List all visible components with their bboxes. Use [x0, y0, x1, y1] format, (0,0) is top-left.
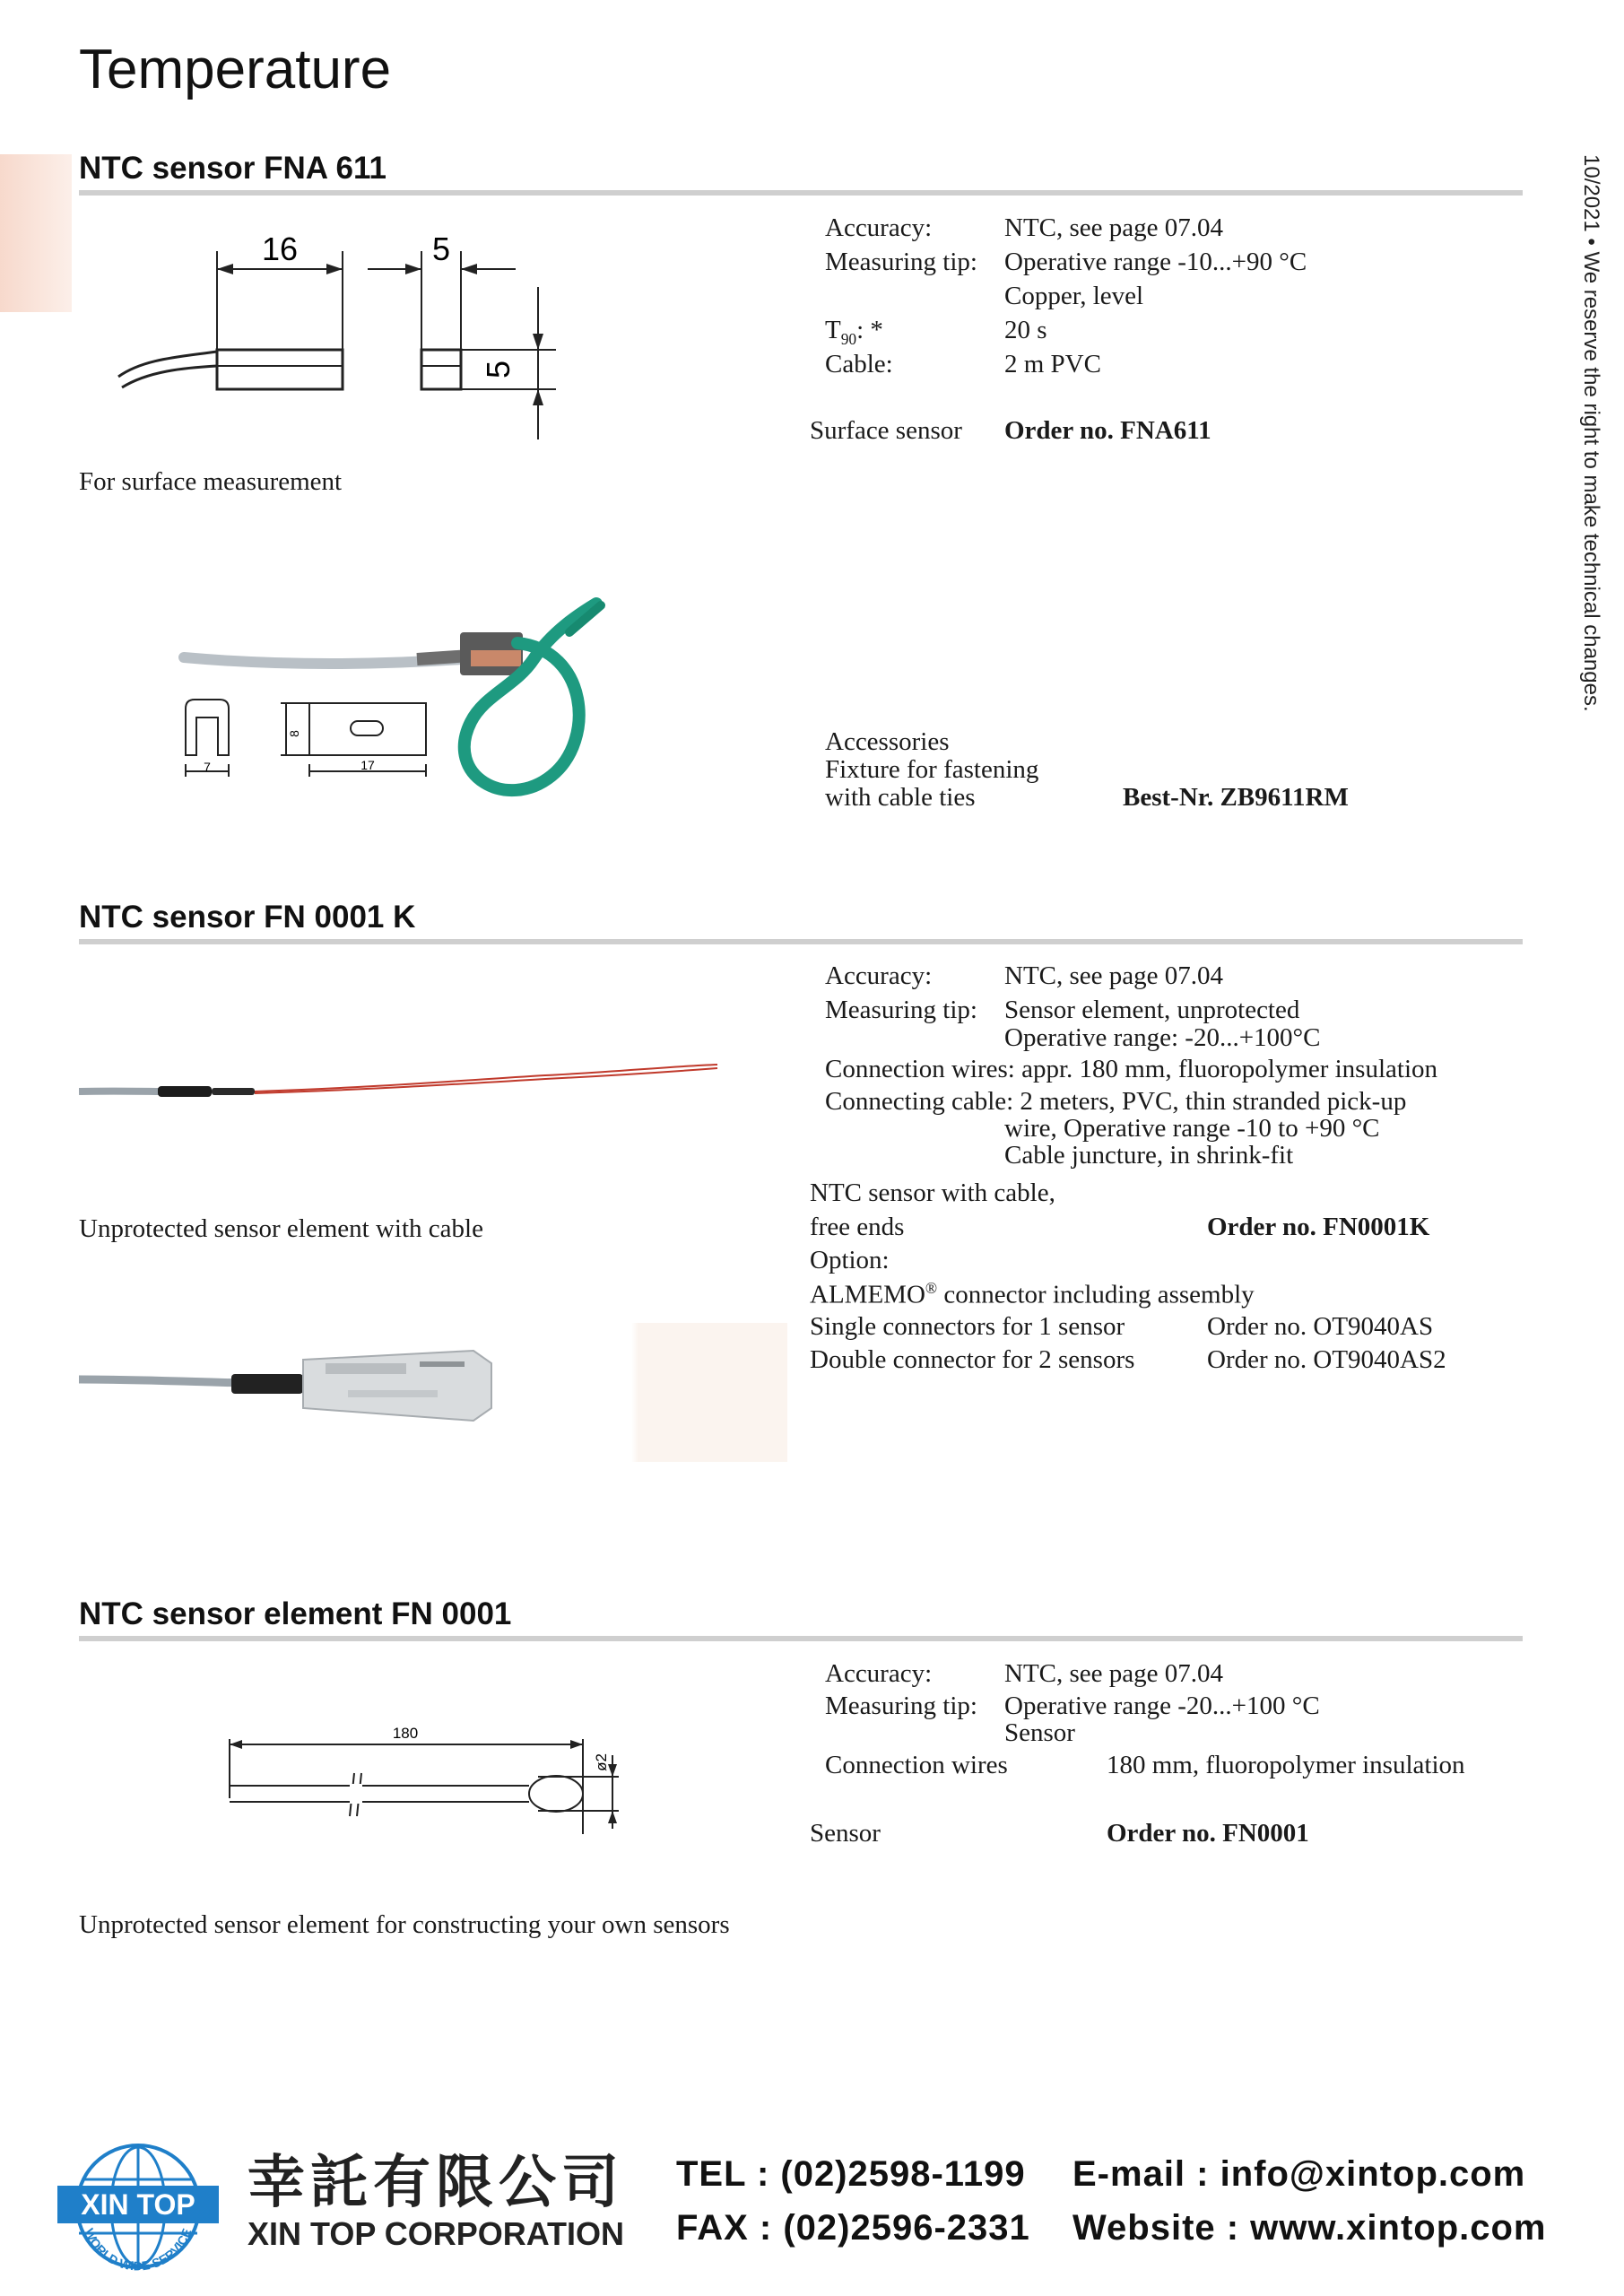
contact-website[interactable]: Website : www.xintop.com — [1073, 2208, 1547, 2248]
page-title: Temperature — [79, 39, 392, 100]
s2-cable-1: Connecting cable: 2 meters, PVC, thin stranded pick-up — [825, 1087, 1407, 1116]
fixture-dim-length: 17 — [360, 758, 375, 772]
side-note: 10/2021 • We reserve the right to make technical changes. — [1579, 154, 1603, 712]
connector-photo — [79, 1327, 617, 1462]
company-name-en: XIN TOP CORPORATION — [248, 2215, 625, 2252]
contact-tel: TEL : (02)2598-1199 — [676, 2154, 1026, 2194]
s3-wires-value: 180 mm, fluoropolymer insulation — [1107, 1751, 1465, 1779]
company-logo — [57, 2139, 219, 2274]
s1-order-value: Order no. FNA611 — [1004, 416, 1211, 445]
s1-t90-value: 20 s — [1004, 316, 1047, 344]
fna611-dim-width: 5 — [431, 230, 451, 267]
s2-accuracy-label: Accuracy: — [825, 961, 933, 990]
s1-cable-label: Cable: — [825, 350, 893, 378]
section1-title: NTC sensor FNA 611 — [79, 151, 386, 186]
section3-title: NTC sensor element FN 0001 — [79, 1596, 512, 1631]
s3-order-value: Order no. FN0001 — [1107, 1819, 1309, 1848]
s2-accuracy-value: NTC, see page 07.04 — [1004, 961, 1224, 990]
s1-tip-value-2: Copper, level — [1004, 282, 1144, 310]
s3-order-label: Sensor — [810, 1819, 881, 1848]
s1-accuracy-label: Accuracy: — [825, 213, 933, 242]
s2-wires: Connection wires: appr. 180 mm, fluoropolymer insulation — [825, 1055, 1438, 1083]
section2-caption: Unprotected sensor element with cable — [79, 1214, 483, 1243]
s1-t90-label: $T_{90}$: * — [825, 316, 883, 348]
contact-fax: FAX : (02)2596-2331 — [676, 2208, 1030, 2248]
s2-tip-value-1: Sensor element, unprotected — [1004, 996, 1300, 1024]
s2-tip-label: Measuring tip: — [825, 996, 977, 1024]
fna611-dim-length: 16 — [261, 230, 299, 267]
s3-wires-label: Connection wires — [825, 1751, 1008, 1779]
s2-order-line1: NTC sensor with cable, — [810, 1178, 1055, 1207]
fn0001-dim-dia: ø2 — [593, 1753, 610, 1771]
s2-almemo-line: ALMEMO® connector including assembly — [810, 1279, 1255, 1309]
section1-caption: For surface measurement — [79, 467, 343, 496]
s2-option-label: Option: — [810, 1246, 890, 1274]
s2-single-label: Single connectors for 1 sensor — [810, 1312, 1125, 1341]
sensor-cable-photo — [79, 1054, 734, 1108]
s1-cable-value: 2 m PVC — [1004, 350, 1101, 378]
s3-tip-value-1: Operative range -20...+100 °C — [1004, 1692, 1320, 1720]
s2-double-order: Order no. OT9040AS2 — [1207, 1345, 1446, 1374]
s2-order-line2: free ends — [810, 1213, 905, 1241]
s1-accuracy-value: NTC, see page 07.04 — [1004, 213, 1224, 242]
section1-rule — [79, 190, 1523, 196]
section2-rule — [79, 939, 1523, 944]
s3-tip-label: Measuring tip: — [825, 1692, 977, 1720]
fixture-dim-height: 8 — [287, 730, 301, 737]
s2-tip-value-2: Operative range: -20...+100°C — [1004, 1023, 1321, 1052]
fna611-dimension-drawing — [108, 224, 574, 448]
s1-tip-value-1: Operative range -10...+90 °C — [1004, 248, 1307, 276]
logo-wordmark: XIN TOP — [81, 2188, 195, 2221]
section3-rule — [79, 1636, 1523, 1641]
accessories-line1: Accessories — [825, 727, 950, 756]
logo-ring-text: WORLD WIDE SERVICE — [82, 2226, 195, 2274]
fn0001-dimension-drawing — [215, 1709, 637, 1839]
fixture-photo — [175, 596, 641, 812]
fn0001-dim-length: 180 — [392, 1725, 419, 1742]
fna611-dim-height: 5 — [480, 360, 517, 379]
accessories-line2: Fixture for fastening — [825, 755, 1039, 784]
s2-cable-2: wire, Operative range -10 to +90 °C — [1004, 1114, 1380, 1143]
section-tab-marker — [0, 154, 72, 312]
company-name-cn: 幸託有限公司 — [248, 2150, 624, 2216]
fixture-dim-width: 7 — [204, 760, 211, 774]
contact-email[interactable]: E-mail : info@xintop.com — [1073, 2154, 1526, 2194]
s1-order-label: Surface sensor — [810, 416, 962, 445]
s2-order-value: Order no. FN0001K — [1207, 1213, 1430, 1241]
s3-accuracy-label: Accuracy: — [825, 1659, 933, 1688]
section2-title: NTC sensor FN 0001 K — [79, 900, 416, 935]
s2-double-label: Double connector for 2 sensors — [810, 1345, 1135, 1374]
s1-tip-label: Measuring tip: — [825, 248, 977, 276]
accessories-order: Best-Nr. ZB9611RM — [1123, 783, 1349, 812]
accessories-line3: with cable ties — [825, 783, 976, 812]
s3-tip-value-2: Sensor — [1004, 1718, 1075, 1747]
s2-single-order: Order no. OT9040AS — [1207, 1312, 1434, 1341]
s2-cable-3: Cable juncture, in shrink-fit — [1004, 1141, 1294, 1170]
s3-accuracy-value: NTC, see page 07.04 — [1004, 1659, 1224, 1688]
section3-caption: Unprotected sensor element for constructing your own sensors — [79, 1910, 730, 1939]
